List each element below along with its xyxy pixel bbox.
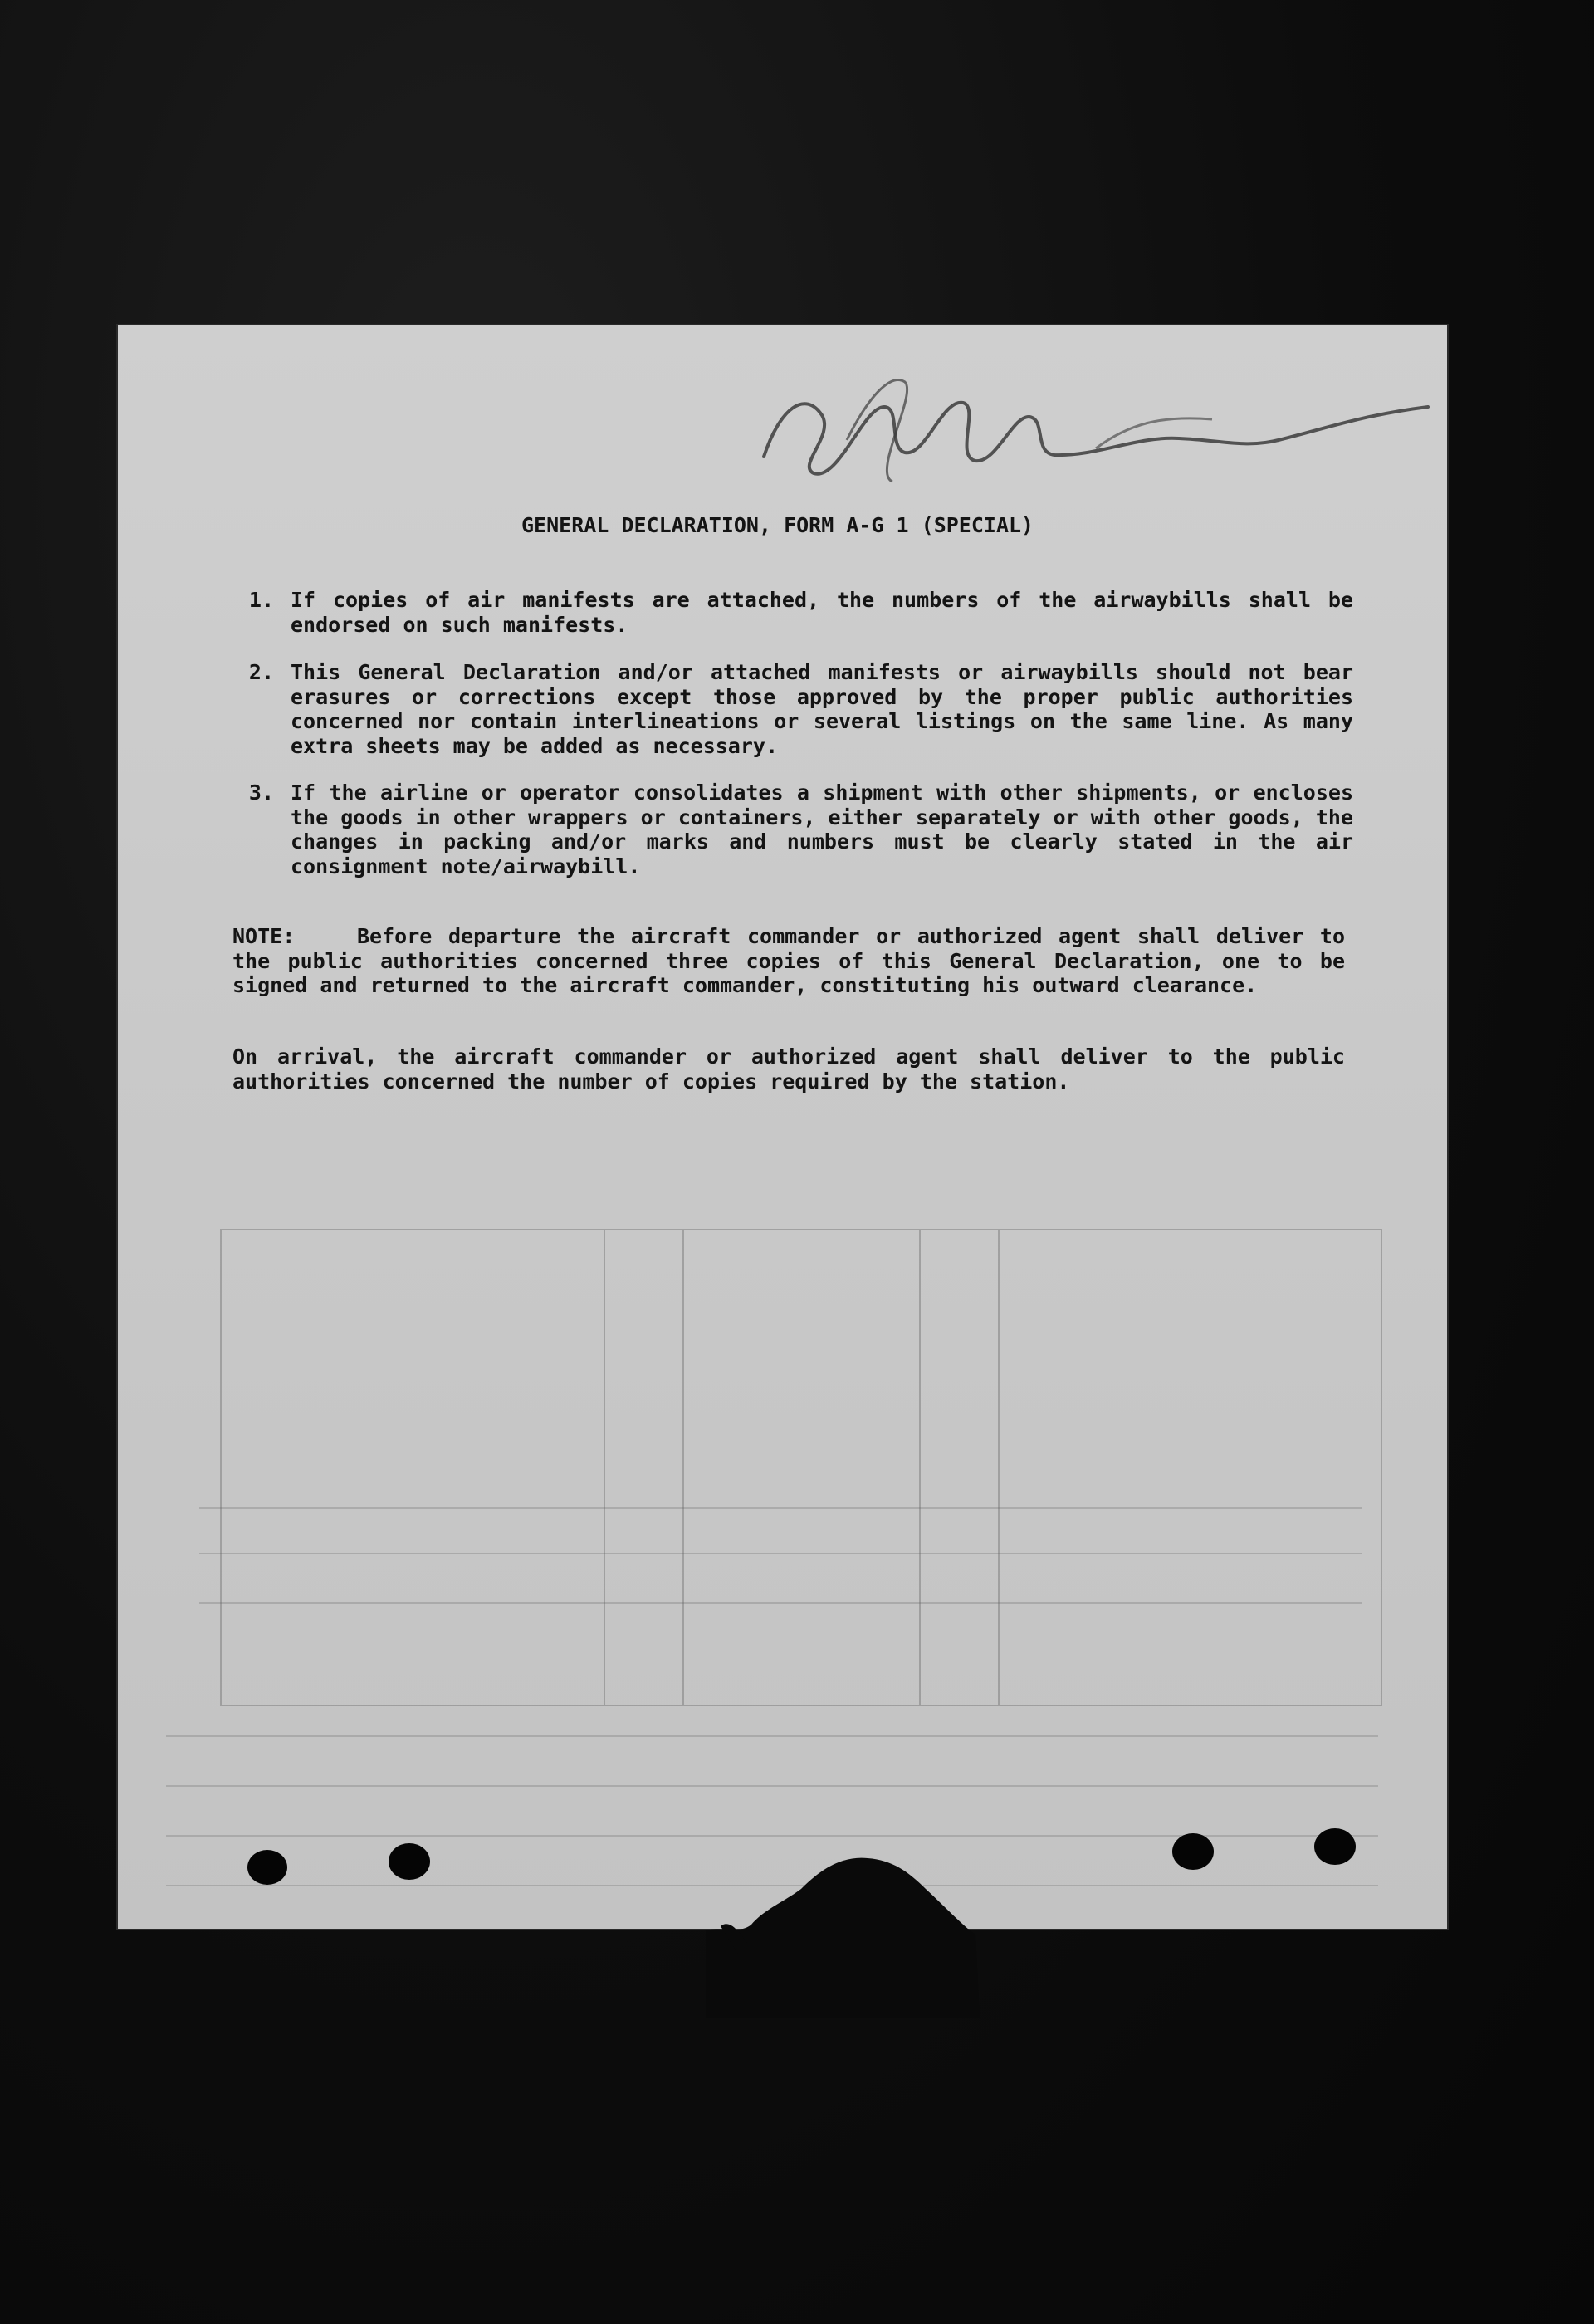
punch-hole xyxy=(389,1843,430,1880)
document-title: GENERAL DECLARATION, FORM A-G 1 (SPECIAL) xyxy=(521,513,1034,537)
bleed-through-rule xyxy=(682,1230,684,1705)
arrival-paragraph: On arrival, the aircraft commander or authorized agent shall deliver to the public authorities concerned the number of copies required by the station. xyxy=(232,1045,1345,1094)
bleed-through-rule xyxy=(998,1230,1000,1705)
torn-edge xyxy=(706,1810,1071,2018)
item-text: If the airline or operator consolidates a shipment with other shipments, or encloses the goods in other wrappers or containers, either separately or with other goods, the changes in packing and/or marks and numbers must be clearly stated in the air consignment note/airwaybill. xyxy=(291,780,1353,878)
bleed-through-rule xyxy=(604,1230,605,1705)
punch-hole xyxy=(1314,1828,1356,1865)
bleed-through-rule xyxy=(199,1507,1362,1509)
punch-hole xyxy=(247,1850,287,1885)
bleed-through-rule xyxy=(166,1735,1378,1737)
item-text: If copies of air manifests are attached, the numbers of the airwaybills shall be endorsed on such manifests. xyxy=(291,588,1353,637)
bleed-through-rule xyxy=(199,1553,1362,1554)
bleed-through-form-box xyxy=(220,1229,1382,1706)
item-text: This General Declaration and/or attached manifests or airwaybills should not bear erasures or corrections except those approved by the proper public authorities concerned nor contain interlineations or several listings on the same line. As many extra sheets may be added as necessary. xyxy=(291,660,1353,758)
signature-scrawl xyxy=(747,357,1445,498)
item-number: 3. xyxy=(248,780,274,805)
bleed-through-rule xyxy=(199,1602,1362,1604)
note-label: NOTE: xyxy=(232,924,296,948)
item-number: 1. xyxy=(248,588,274,612)
item-number: 2. xyxy=(248,660,274,684)
note-paragraph xyxy=(232,924,1345,998)
document-page xyxy=(116,324,1449,1930)
bleed-through-rule xyxy=(166,1785,1378,1787)
punch-hole xyxy=(1172,1833,1214,1870)
bleed-through-rule xyxy=(919,1230,921,1705)
note-text: Before departure the aircraft commander or authorized agent shall deliver to the public authorities concerned three copies of this General Declaration, one to be signed and returned to the aircraft commander, constituting his outward clearance. xyxy=(232,924,1345,997)
